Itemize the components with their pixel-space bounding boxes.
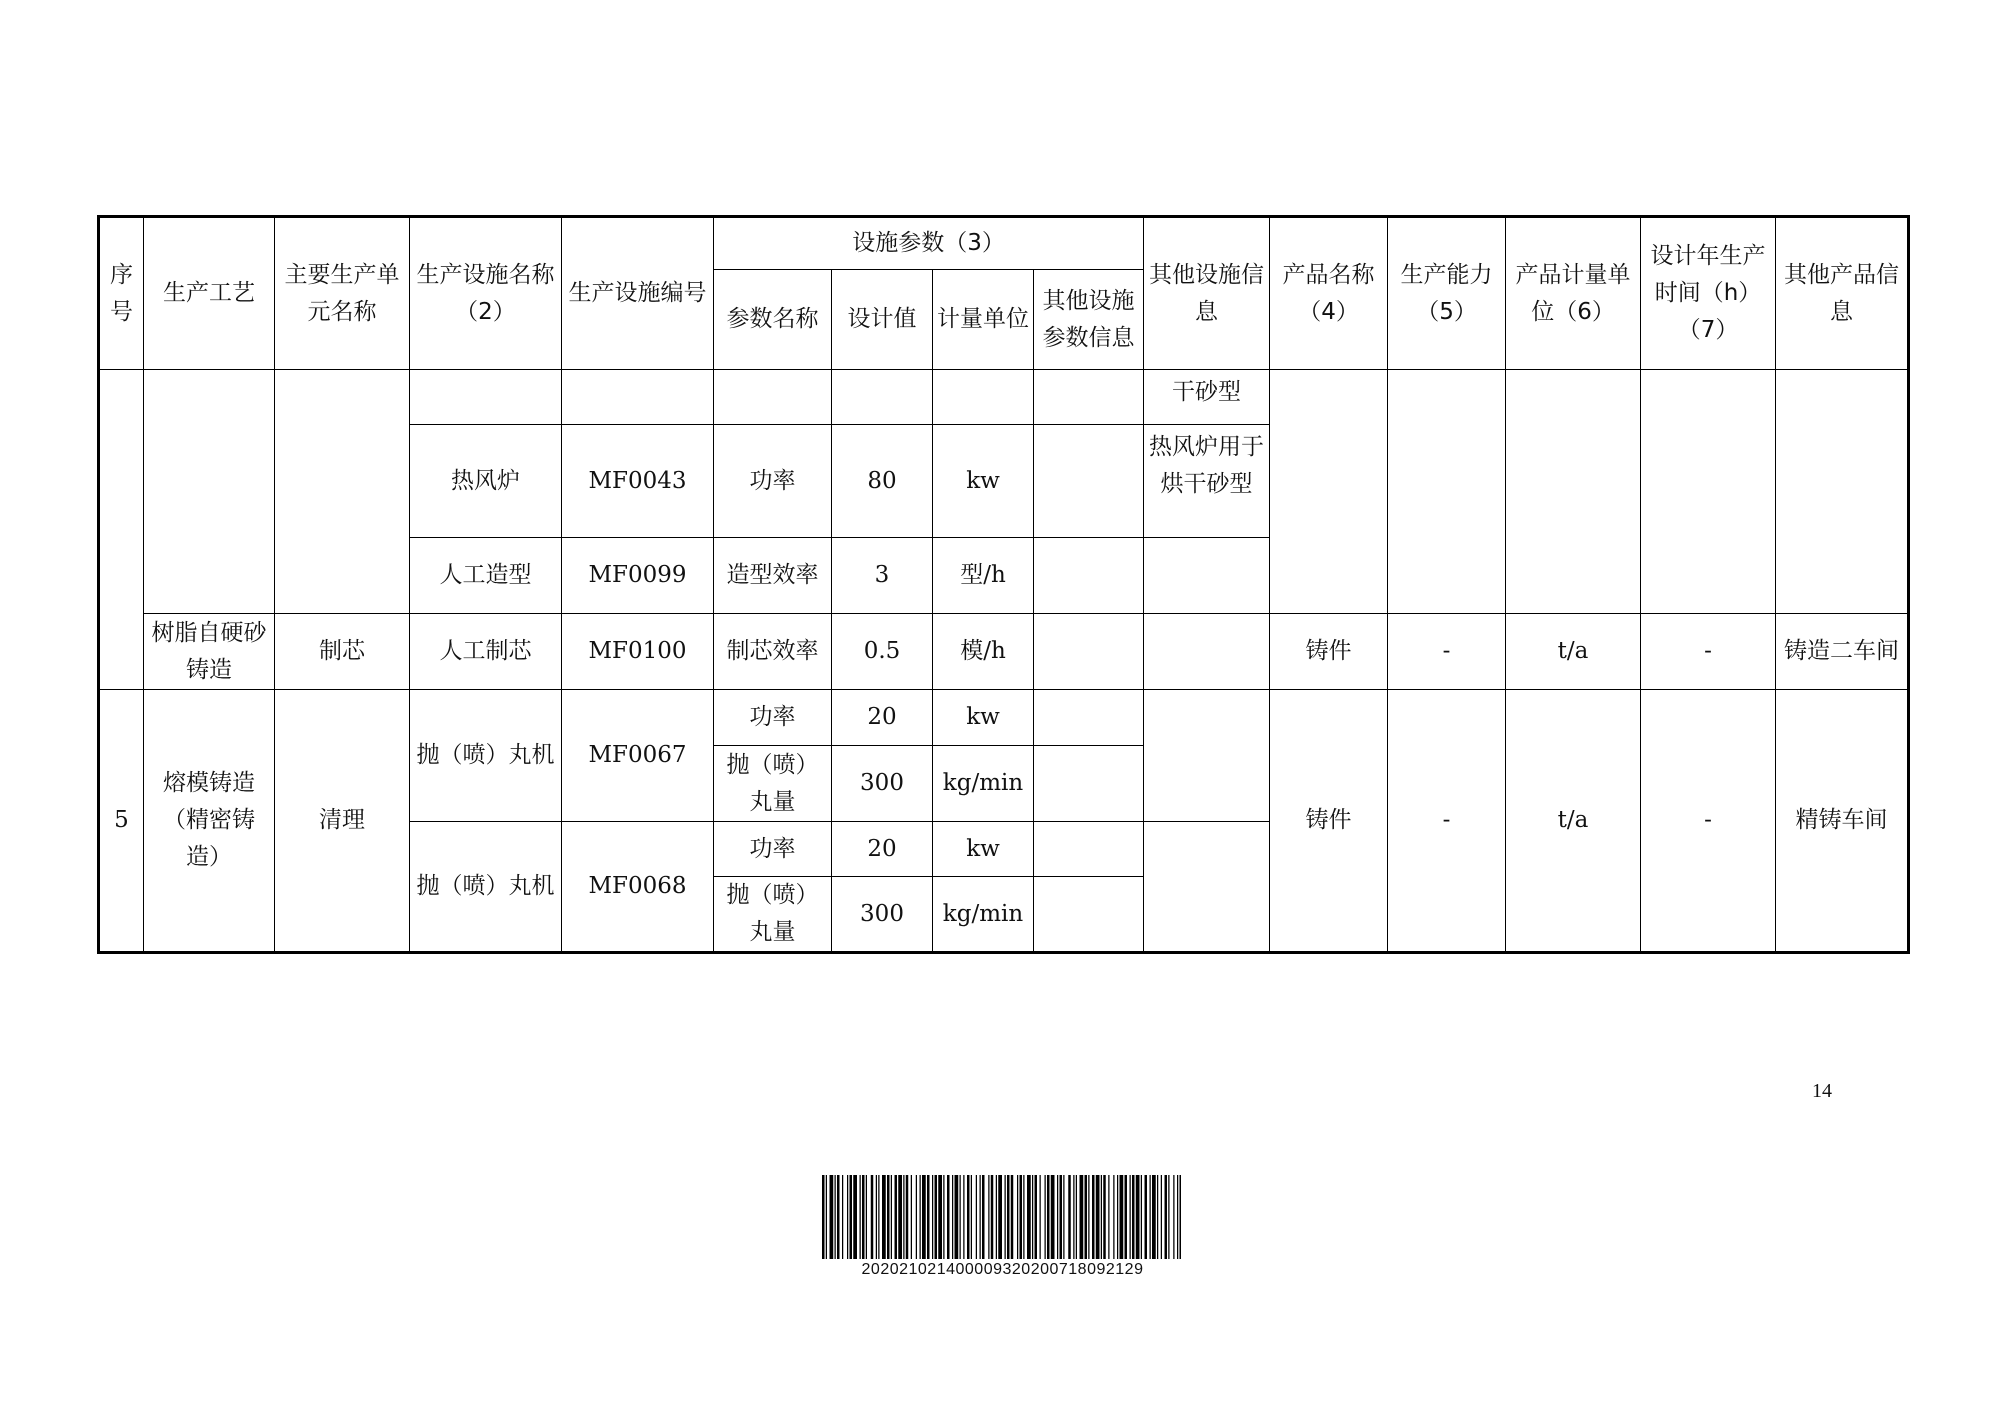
cell-param-name: 抛（喷）丸量: [714, 877, 832, 953]
header-param-name: 参数名称: [714, 270, 832, 370]
table-row: [99, 690, 1909, 746]
cell-other-facility-info: 干砂型: [1144, 370, 1270, 425]
header-facility-code: 生产设施编号: [562, 217, 714, 370]
header-measure-unit: 计量单位: [933, 270, 1034, 370]
cell-other-facility-info: [1144, 690, 1270, 822]
cell-design-value: 20: [832, 690, 933, 746]
cell-unit: 清理: [275, 690, 410, 953]
cell-param-name: 功率: [714, 822, 832, 877]
cell-measure-unit: 型/h: [933, 538, 1034, 614]
cell-design-value: 0.5: [832, 614, 933, 690]
cell-process: 熔模铸造（精密铸造）: [144, 690, 275, 953]
cell-param-name: 制芯效率: [714, 614, 832, 690]
cell-other-facility-info: 热风炉用于烘干砂型: [1144, 425, 1270, 538]
cell-other-facility-info: [1144, 614, 1270, 690]
cell-other-param-info: [1034, 746, 1144, 822]
cell-other-product-info: 铸造二车间: [1776, 614, 1909, 690]
cell-other-param-info: [1034, 614, 1144, 690]
header-params-group: 设施参数（3）: [714, 217, 1144, 270]
cell-facility-code: MF0043: [562, 425, 714, 538]
cell-capacity: -: [1388, 614, 1506, 690]
header-process: 生产工艺: [144, 217, 275, 370]
cell-product-unit: t/a: [1506, 614, 1641, 690]
cell-product-name-empty: [1270, 370, 1388, 614]
cell-other-facility-info: [1144, 822, 1270, 953]
cell-facility-code: MF0100: [562, 614, 714, 690]
cell-facility-code: [562, 370, 714, 425]
cell-measure-unit: kg/min: [933, 746, 1034, 822]
header-unit: 主要生产单元名称: [275, 217, 410, 370]
cell-param-name: 抛（喷）丸量: [714, 746, 832, 822]
cell-facility-name: 人工制芯: [410, 614, 562, 690]
cell-seq: 5: [99, 690, 144, 953]
cell-facility-code: MF0068: [562, 822, 714, 953]
cell-capacity: -: [1388, 690, 1506, 953]
cell-facility-code: MF0067: [562, 690, 714, 822]
cell-design-value: 20: [832, 822, 933, 877]
header-product-unit: 产品计量单位（6）: [1506, 217, 1641, 370]
cell-product-name: 铸件: [1270, 614, 1388, 690]
cell-unit: 制芯: [275, 614, 410, 690]
page-number: 14: [1812, 1080, 1832, 1102]
cell-param-name: [714, 370, 832, 425]
cell-other-param-info: [1034, 877, 1144, 953]
cell-measure-unit: [933, 370, 1034, 425]
cell-seq-empty: [99, 370, 144, 690]
cell-design-hours: -: [1641, 614, 1776, 690]
cell-design-value: 3: [832, 538, 933, 614]
cell-unit-empty: [275, 370, 410, 614]
cell-product-name: 铸件: [1270, 690, 1388, 953]
barcode-bars-icon: [820, 1175, 1185, 1259]
cell-facility-name: 热风炉: [410, 425, 562, 538]
cell-facility-name: [410, 370, 562, 425]
cell-other-param-info: [1034, 425, 1144, 538]
header-design-value: 设计值: [832, 270, 933, 370]
cell-other-facility-info: [1144, 538, 1270, 614]
cell-param-name: 功率: [714, 425, 832, 538]
table-row: [99, 370, 1909, 425]
header-other-product-info: 其他产品信息: [1776, 217, 1909, 370]
cell-param-name: 造型效率: [714, 538, 832, 614]
cell-process: 树脂自硬砂铸造: [144, 614, 275, 690]
cell-process-empty: [144, 370, 275, 614]
cell-design-hours: -: [1641, 690, 1776, 953]
cell-design-value: 80: [832, 425, 933, 538]
cell-measure-unit: kw: [933, 822, 1034, 877]
cell-design-value: 300: [832, 746, 933, 822]
cell-facility-name: 抛（喷）丸机: [410, 690, 562, 822]
header-design-hours: 设计年生产时间（h）（7）: [1641, 217, 1776, 370]
barcode-text: 20202102140000932020071809212​9: [861, 1261, 1144, 1278]
cell-facility-name: 人工造型: [410, 538, 562, 614]
cell-facility-code: MF0099: [562, 538, 714, 614]
header-other-param-info: 其他设施参数信息: [1034, 270, 1144, 370]
cell-other-product-info-empty: [1776, 370, 1909, 614]
cell-other-product-info: 精铸车间: [1776, 690, 1909, 953]
header-capacity: 生产能力（5）: [1388, 217, 1506, 370]
cell-measure-unit: kg/min: [933, 877, 1034, 953]
cell-measure-unit: 模/h: [933, 614, 1034, 690]
cell-product-unit: t/a: [1506, 690, 1641, 953]
cell-measure-unit: kw: [933, 425, 1034, 538]
cell-param-name: 功率: [714, 690, 832, 746]
header-seq: 序号: [99, 217, 144, 370]
cell-design-value: 300: [832, 877, 933, 953]
cell-design-value: [832, 370, 933, 425]
cell-other-param-info: [1034, 370, 1144, 425]
header-product-name: 产品名称（4）: [1270, 217, 1388, 370]
cell-product-unit-empty: [1506, 370, 1641, 614]
cell-other-param-info: [1034, 690, 1144, 746]
facility-table: [97, 215, 1910, 954]
header-other-facility-info: 其他设施信息: [1144, 217, 1270, 370]
cell-facility-name: 抛（喷）丸机: [410, 822, 562, 953]
cell-other-param-info: [1034, 822, 1144, 877]
cell-measure-unit: kw: [933, 690, 1034, 746]
cell-design-hours-empty: [1641, 370, 1776, 614]
header-facility-name: 生产设施名称（2）: [410, 217, 562, 370]
cell-other-param-info: [1034, 538, 1144, 614]
cell-capacity-empty: [1388, 370, 1506, 614]
table-row: [99, 614, 1909, 690]
barcode: [820, 1175, 1185, 1279]
